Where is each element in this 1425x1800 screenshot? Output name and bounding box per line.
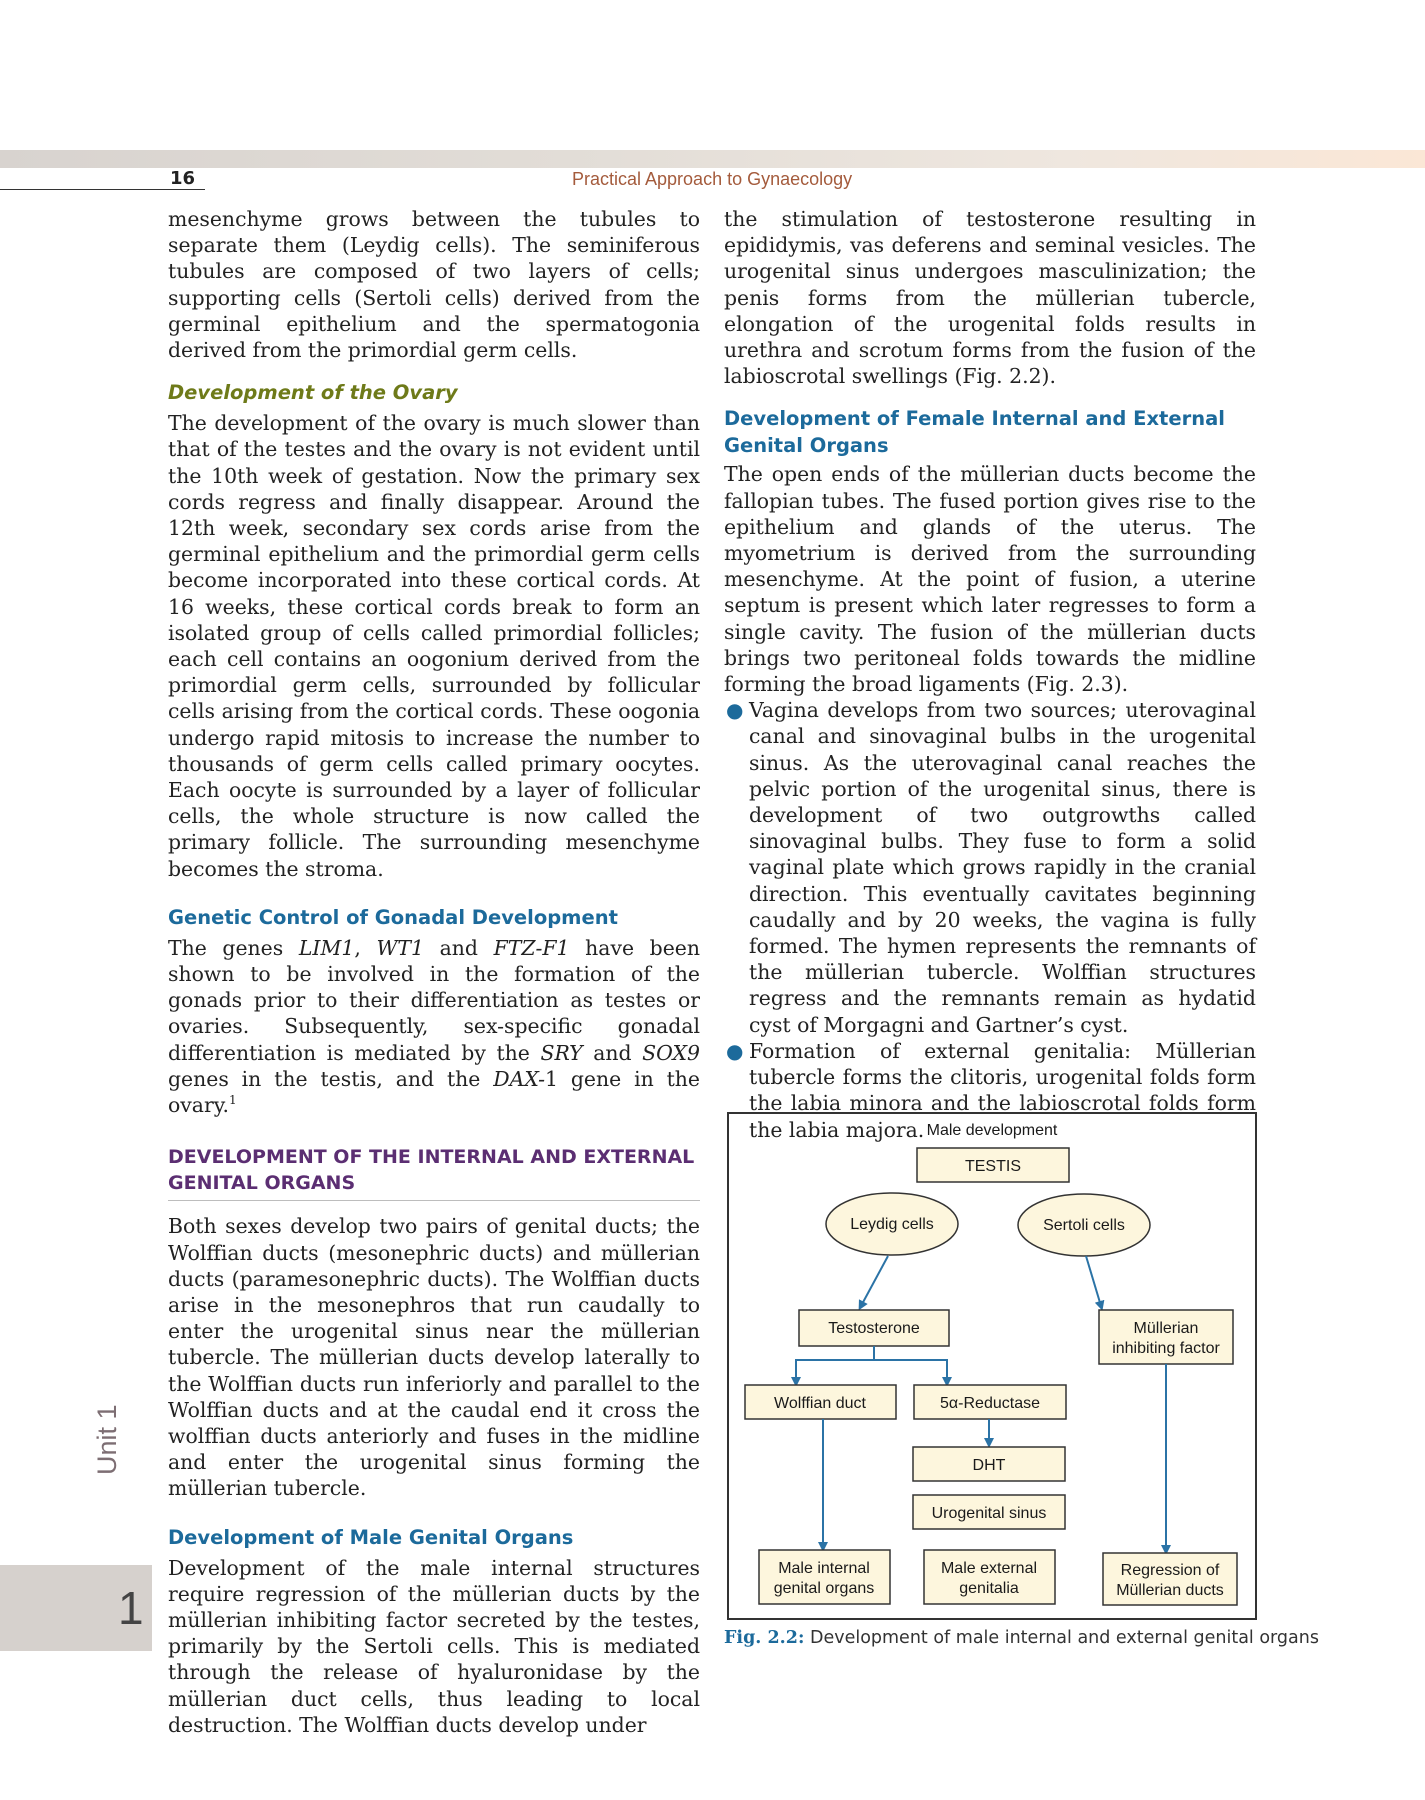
unit-label: Unit 1 <box>92 1404 122 1475</box>
paragraph-genetic-control: The genes LIM1, WT1 and FTZ-F1 have been shown to be involved in the formation of the gonads prior to their differentiation as testes or ovaries. Subsequently, sex-specific gonadal differentiation is mediated by the SRY and SOX9 genes in the testis, and the DAX-1 gene in the ovary.$^1$ <box>168 935 700 1118</box>
heading-male-genital: Development of Male Genital Organs <box>168 1525 574 1549</box>
male-external-label-line-2: genitalia <box>959 1580 1019 1597</box>
figure-caption <box>724 1628 1319 1648</box>
section-rule <box>168 1200 700 1201</box>
figure-title: Male development <box>926 1122 1058 1139</box>
heading-female-line-1: Development of Female Internal and External <box>724 407 1225 431</box>
paragraph-continued: the stimulation of testosterone resulting in epididymis, vas deferens and seminal vesicles. The urogenital sinus undergoes masculinization; the penis forms from the müllerian tubercle, elongation of the urogenital folds results in urethra and scrotum forms from the fusion of the labioscrotal swellings (Fig. 2.2). <box>724 207 1256 389</box>
list-item: ● Formation of external genitalia: Müllerian tubercle forms the clitoris, urogenital folds form the labia minora and the labioscrotal folds form the labia majora. <box>726 1038 1256 1142</box>
header-band <box>0 150 1425 168</box>
left-column <box>168 206 700 1738</box>
regression-label-line-1: Regression of <box>1120 1562 1220 1579</box>
heading-ovary: Development of the Ovary <box>168 381 458 405</box>
flowchart <box>729 1114 1255 1618</box>
paragraph-female-genital: The open ends of the müllerian ducts become the fallopian tubes. The fused portion gives rise to the epithelium and glands of the uterus. The myometrium is derived from the surrounding mesenchyme. At the point of fusion, a uterine septum is present which later regresses to form a single cavity. The fusion of the müllerian ducts brings two peritoneal folds towards the midline forming the broad ligaments (Fig. 2.3). <box>724 462 1256 697</box>
paragraph-intro: mesenchyme grows between the tubules to separate them (Leydig cells). The seminiferous tubules are composed of two layers of cells; supporting cells (Sertoli cells) derived from the germinal epithelium and the spermatogonia derived from the primordial germ cells. <box>168 207 700 363</box>
section-heading-internal-external <box>168 1144 700 1201</box>
caption-label: Fig. 2.2: <box>724 1628 805 1648</box>
arrow-sertoli-mif <box>1086 1256 1101 1306</box>
regression-label-line-2: Müllerian ducts <box>1116 1582 1224 1599</box>
mif-label-line-2: inhibiting factor <box>1112 1340 1220 1357</box>
mif-label-line-1: Müllerian <box>1133 1320 1199 1337</box>
heading-female-genital <box>724 405 1256 459</box>
arrow-testosterone-reductase <box>874 1360 947 1382</box>
leydig-label: Leydig cells <box>850 1216 934 1233</box>
paragraph-ovary: The development of the ovary is much slower than that of the testes and the ovary is not evident until the 10th week of gestation. Now the primary sex cords regress and finally disappear. Around the 12th week, secondary sex cords arise from the germinal epithelium and the primordial germ cells become incorporated into these cortical cords. At 16 weeks, these cortical cords break to form an isolated group of cells called primordial follicles; each cell contains an oogonium derived from the primordial germ cells, surrounded by follicular cells arising from the cortical cords. These oogonia undergo rapid mitosis to increase the number to thousands of germ cells called primary oocytes. Each oocyte is surrounded by a layer of follicular cells, the whole structure is now called the primary follicle. The surrounding mesenchyme becomes the stroma. <box>168 411 700 881</box>
testis-label: TESTIS <box>964 1158 1022 1175</box>
bullet-list <box>724 697 1256 1142</box>
male-internal-label-line-2: genital organs <box>773 1580 875 1597</box>
running-title: Practical Approach to Gynaecology <box>572 169 853 189</box>
reference-marker: 1 <box>229 1093 237 1108</box>
reductase-label: 5α-Reductase <box>940 1395 1040 1412</box>
bullet-icon: ● <box>726 1038 744 1063</box>
male-external-label-line-1: Male external <box>940 1560 1038 1577</box>
paragraph-internal-external: Both sexes develop two pairs of genital ducts; the Wolffian ducts (mesonephric ducts) and müllerian ducts (paramesonephric ducts). The Wolffian ducts arise in the mesonephros that run caudally to enter the urogenital sinus near the müllerian tubercle. The müllerian ducts develop laterally to the Wolffian ducts run inferiorly and parallel to the Wolffian ducts and at the caudal end it cross the wolffian ducts anteriorly and fuses in the midline and enter the urogenital sinus forming the müllerian tubercle. <box>168 1214 700 1501</box>
caption-text: Development of male internal and external genital organs <box>804 1628 1319 1648</box>
paragraph-male-genital: Development of the male internal structures require regression of the müllerian ducts by the müllerian inhibiting factor secreted by the testes, primarily by the Sertoli cells. This is mediated through the release of hyaluronidase by the müllerian duct cells, thus leading to local destruction. The Wolffian ducts develop under <box>168 1555 700 1737</box>
testosterone-label: Testosterone <box>828 1320 920 1337</box>
page-number: 16 <box>170 168 196 189</box>
urogenital-sinus-label: Urogenital sinus <box>931 1505 1047 1522</box>
arrow-testosterone-wolffian <box>796 1346 874 1382</box>
male-internal-label-line-1: Male internal <box>778 1560 870 1577</box>
figure-male-development <box>727 1112 1257 1620</box>
heading-internal-line-2: GENITAL ORGANS <box>168 1172 356 1195</box>
heading-genetic-control: Genetic Control of Gonadal Development <box>168 905 618 929</box>
heading-internal-line-1: DEVELOPMENT OF THE INTERNAL AND EXTERNAL <box>168 1146 695 1169</box>
arrow-leydig-testosterone <box>861 1256 888 1306</box>
header-rule <box>0 189 205 190</box>
bullet-icon: ● <box>726 698 744 723</box>
right-column <box>724 206 1256 1143</box>
wolffian-label: Wolffian duct <box>774 1395 866 1412</box>
sertoli-label: Sertoli cells <box>1043 1217 1125 1234</box>
dht-label: DHT <box>972 1457 1006 1474</box>
heading-female-line-2: Genital Organs <box>724 434 889 458</box>
unit-number: 1 <box>118 1582 144 1634</box>
list-item: ● Vagina develops from two sources; uterovaginal canal and sinovaginal bulbs in the urogenital sinus. As the uterovaginal canal reaches the pelvic portion of the urogenital sinus, there is development of two outgrowths called sinovaginal bulbs. They fuse to form a solid vaginal plate which grows rapidly in the cranial direction. This eventually cavitates beginning caudally and by 20 weeks, the vagina is fully formed. The hymen represents the remnants of the müllerian tubercle. Wolffian structures regress and the remnants remain as hydatid cyst of Morgagni and Gartner’s cyst. <box>726 698 1256 1037</box>
